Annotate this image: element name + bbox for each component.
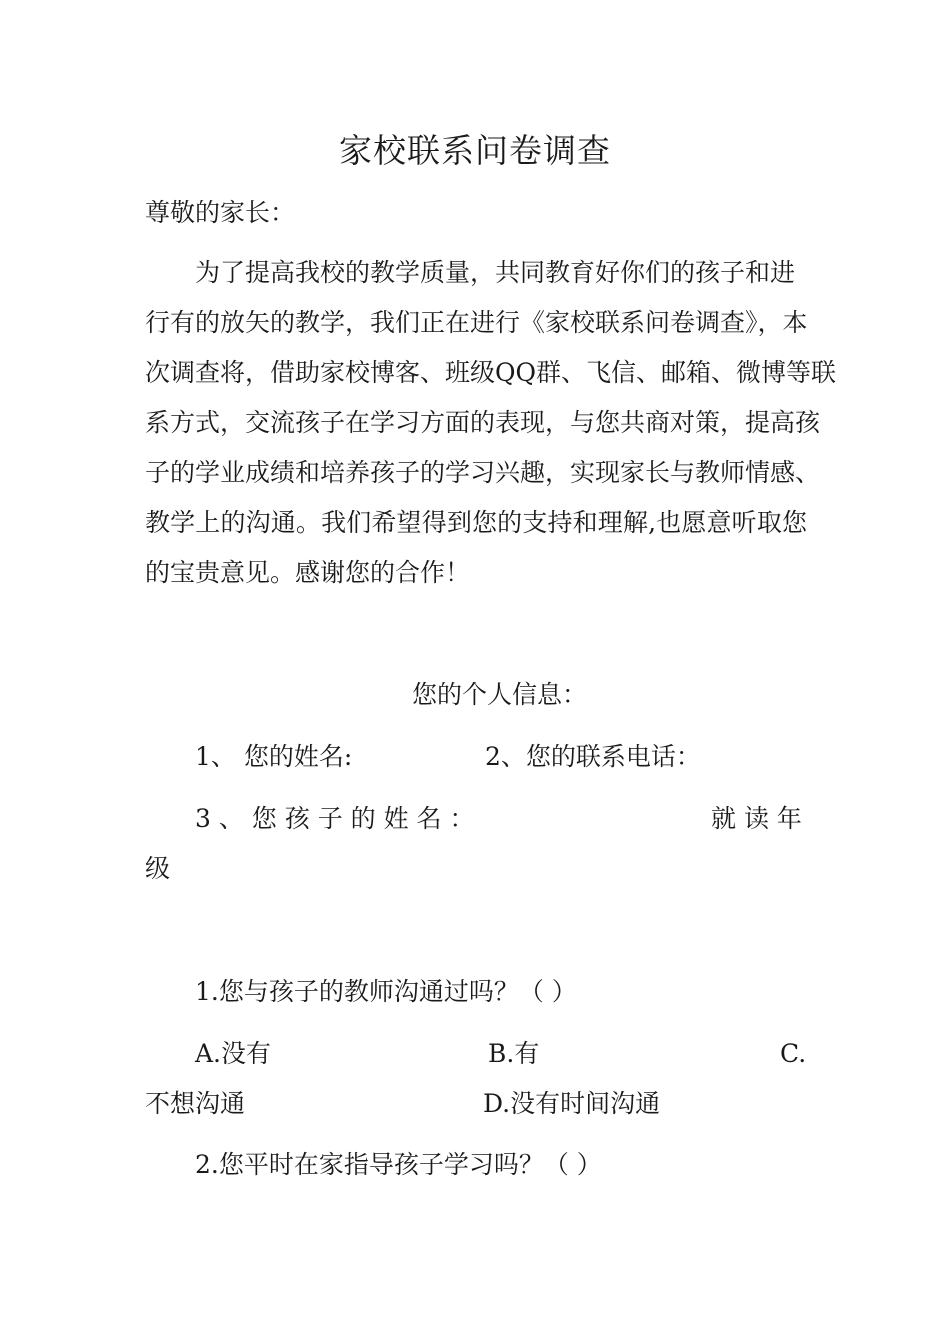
info-child-name-label: 3 、 您 孩 子 的 姓 名 ： (195, 804, 475, 833)
option-c: C. (780, 1039, 807, 1068)
option-c-cont: 不想沟通 (145, 1089, 246, 1118)
option-d: D.没有时间沟通 (483, 1089, 661, 1118)
intro-line: 行有的放矢的教学，我们正在进行《家校联系问卷调查》，本 (145, 308, 808, 337)
question-text: 1.您与孩子的教师沟通过吗？（ ） (195, 977, 577, 1006)
page-title: 家校联系问卷调查 (339, 131, 611, 170)
info-heading: 您的个人信息： (412, 680, 588, 709)
option-b: B.有 (488, 1039, 540, 1068)
salutation: 尊敬的家长： (145, 198, 296, 227)
intro-line: 为了提高我校的教学质量，共同教育好你们的孩子和进 (195, 258, 796, 287)
intro-line: 子的学业成绩和培养孩子的学习兴趣，实现家长与教师情感、 (145, 458, 821, 487)
intro-line: 次调查将，借助家校博客、班级QQ群、飞信、邮箱、微博等联 (145, 358, 836, 387)
info-phone-label: 2、您的联系电话： (485, 742, 701, 771)
intro-line: 系方式，交流孩子在学习方面的表现，与您共商对策，提高孩 (145, 408, 821, 437)
intro-line: 的宝贵意见。感谢您的合作！ (145, 558, 471, 587)
option-a: A.没有 (195, 1039, 272, 1068)
intro-line: 教学上的沟通。我们希望得到您的支持和理解,也愿意听取您 (145, 508, 807, 537)
info-grade-label: 就 读 年 (711, 804, 802, 833)
info-name-label: 1、 您的姓名: (195, 742, 353, 771)
question-text: 2.您平时在家指导孩子学习吗？（ ） (195, 1150, 602, 1179)
info-grade-label-cont: 级 (145, 854, 171, 883)
